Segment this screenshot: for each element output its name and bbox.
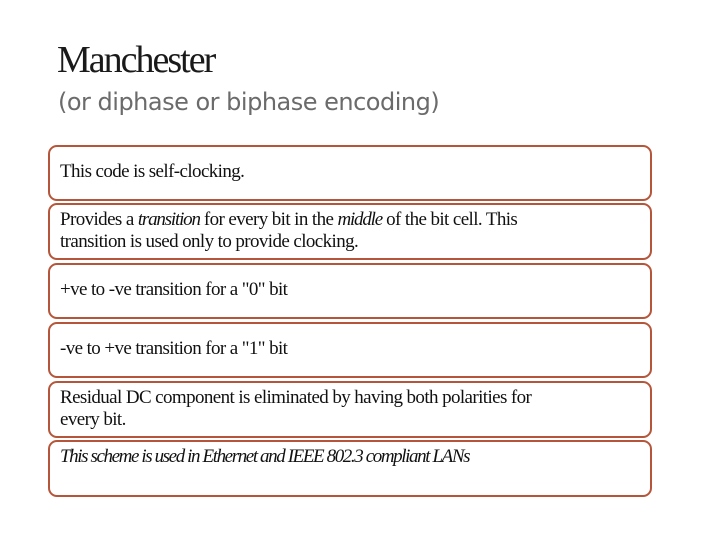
slide-subtitle: (or diphase or biphase encoding) xyxy=(58,88,440,116)
emphasis-transition: transition xyxy=(137,209,200,230)
point-text: +ve to -ve transition for a "0" bit xyxy=(60,279,288,300)
point-text: This scheme is used in Ethernet and IEEE 802.3 compliant LANs xyxy=(60,446,470,467)
slide-title: Manchester xyxy=(57,39,215,81)
point-text-part: for every bit in the xyxy=(199,209,338,230)
point-line: transition is used only to provide clocking. xyxy=(60,231,359,252)
point-text-part: of the bit cell. This xyxy=(381,209,518,230)
point-box-ethernet xyxy=(48,440,652,497)
point-line xyxy=(60,209,640,231)
point-text: -ve to +ve transition for a "1" bit xyxy=(60,338,288,359)
point-box-dc-component xyxy=(48,381,652,438)
emphasis-middle: middle xyxy=(337,209,382,230)
point-box-mid-transition xyxy=(48,203,652,260)
point-box-one-bit xyxy=(48,322,652,378)
point-box-self-clocking xyxy=(48,145,652,201)
point-text: This code is self-clocking. xyxy=(60,161,245,182)
point-box-zero-bit xyxy=(48,263,652,319)
point-line: Residual DC component is eliminated by having both polarities for xyxy=(60,387,532,408)
point-text-part: Provides a xyxy=(60,209,138,230)
point-line: every bit. xyxy=(60,409,126,430)
